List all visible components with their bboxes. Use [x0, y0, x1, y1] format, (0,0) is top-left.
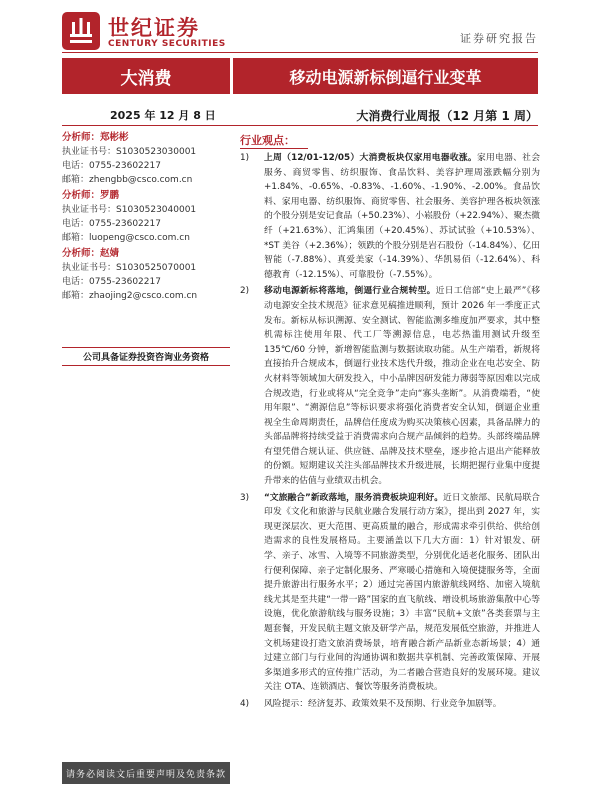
analyst-phone: 电话：0755-23602217 — [62, 219, 161, 229]
item-headline: 移动电源新标将落地，倒逼行业合规转型。 — [264, 286, 436, 297]
item-number: 4) — [240, 698, 250, 709]
qualification-notice: 公司具备证券投资咨询业务资格 — [62, 347, 230, 366]
analyst-cert: 执业证书号：S1030525070001 — [62, 263, 197, 273]
analyst-name: 分析师：郑彬彬 — [62, 132, 129, 143]
item-body: 近日文旅部、民航局联合印发《文化和旅游与民航业融合发展行动方案》，提出到 2027 年，实现更深层次、更大范围、更高质量的融合，形成需求牵引供给、供给创造需求的良性发展格局。主要涵盖以下几大方面：1）针对银发、研学、亲子、冰雪、入境等不同旅游类型，分别优化适老化服务、团队出行便利保障、亲子定制化服务、严寒暖心措施和入境便捷服务等，全面提升旅游出行服务水平；2）通过完善国内旅游航线网络、加密入境航线尤其是至共建“一带一路”国家的直飞航线、增设机场旅游集散中心等设施，优化旅游航线与服务设施；3）丰富“民航+文旅”各类套票与主题套餐，开发民航主题文旅及研学产品，规范发展低空旅游，并推进人文机场建设打造文旅消费场景，培育融合新产品新业态新场景；4）通过建立部门与行业间的沟通协调和数据共享机制、完善政策保障、开展多渠道多形式的宣传推广活动，为二者融合营造良好的发展环境。建议关注 OTA、连锁酒店、餐饮等服务消费板块。 — [264, 492, 540, 693]
item-headline: 上周（12/01-12/05）大消费板块仅家用电器收涨。 — [264, 153, 477, 163]
analyst-email[interactable]: 邮箱：zhengbb@csco.com.cn — [62, 175, 193, 185]
report-type: 证券研究报告 — [460, 32, 538, 45]
item-headline: “文旅融合”新政落地，服务消费板块迎利好。 — [264, 492, 444, 503]
brand-emblem-icon — [62, 12, 100, 50]
analyst-phone: 电话：0755-23602217 — [62, 161, 161, 171]
analyst-name: 分析师：赵婧 — [62, 248, 120, 259]
viewpoint-item — [240, 491, 540, 695]
item-body: 风险提示：经济复苏、政策效果不及预期、行业竞争加剧等。 — [264, 698, 502, 709]
viewpoint-item — [240, 284, 540, 488]
item-number: 1) — [240, 153, 250, 163]
analyst-cert: 执业证书号：S1030523030001 — [62, 147, 197, 157]
disclaimer-footer: 请务必阅读文后重要声明及免责条款 — [62, 762, 230, 784]
analyst-email[interactable]: 邮箱：luopeng@csco.com.cn — [62, 233, 190, 243]
subtitle-divider — [62, 125, 538, 126]
header-divider — [62, 52, 538, 53]
analyst-card — [62, 188, 230, 246]
sector-banner: 大消费 — [62, 58, 230, 94]
viewpoint-item — [240, 697, 540, 712]
item-number: 2) — [240, 286, 250, 297]
brand-name-cn: 世纪证券 — [108, 16, 200, 40]
report-date: 2025 年 12 月 8 日 — [110, 109, 216, 122]
viewpoint-item — [240, 151, 540, 282]
item-body: 近日工信部“史上最严”《移动电源安全技术规范》征求意见稿推进顺利，预计 2026 年一季度正式发布。新标从标识溯源、安全测试、智能监测多维度加严要求，其中整机需标注使用年限、代工厂等溯源信息，电芯热滥用测试升级至 135℃/60 分钟，新增智能监测与数据读取功能。从生产端看，新规将直接抬升合规成本，倒逼行业技术迭代升级，推动企业在电芯安全、防火材料等领域加大研发投入，中小品牌因研发能力薄弱等原因难以完成合规改造，行业或将从“完全竞争”走向“寡头垄断”。从消费端看，“使用年限”、“溯源信息”等标识要求将强化消费者安全认知，倒逼企业重视全生命周期责任，品牌信任度成为购买决策核心因素，具备品牌力的头部品牌将持续受益于消费需求向合规产品倾斜的趋势。头部终端品牌有望凭借合规认证、供应链、品牌及技术壁垒，逐步抢占退出产能释放的份额。短期建议关注头部品牌技术升级进展，长期把握行业集中度提升带来的估值与业绩双击机会。 — [264, 286, 540, 487]
report-subtitle: 大消费行业周报（12 月第 1 周） — [356, 109, 538, 123]
analyst-sidebar — [62, 130, 230, 304]
main-content — [240, 133, 540, 714]
section-title: 行业观点： — [240, 133, 308, 149]
analyst-card — [62, 130, 230, 188]
analyst-cert: 执业证书号：S1030523040001 — [62, 205, 197, 215]
report-title: 移动电源新标倒逼行业变革 — [233, 58, 538, 94]
brand-logo — [62, 12, 242, 52]
item-body: 家用电器、社会服务、商贸零售、纺织服饰、食品饮料、美容护理周涨跌幅分别为+1.84%、-0.65%、-0.83%、-1.60%、-1.90%、-2.00%。食品饮料、家用电器、纺织服饰、商贸零售、社会服务、美容护理各板块领涨的个股分别是安记食品（+50.23%）、小崧股份（+22.94%）、聚杰微纤（+21.63%）、汇鸿集团（+20.45%）、苏试试验（+10.53%）、*ST 美谷（+2.36%）；领跌的个股分别是岩石股份（-14.84%）、亿田智能（-7.88%）、真爱美家（-14.39%）、华凯易佰（-12.64%）、科德教育（-12.15%）、可靠股份（-7.55%）。 — [264, 153, 540, 280]
brand-name-en: CENTURY SECURITIES — [108, 39, 226, 49]
analyst-name: 分析师：罗鹏 — [62, 190, 120, 201]
analyst-card — [62, 246, 230, 304]
item-number: 3) — [240, 492, 250, 503]
analyst-email[interactable]: 邮箱：zhaojing2@csco.com.cn — [62, 291, 198, 301]
analyst-phone: 电话：0755-23602217 — [62, 277, 161, 287]
